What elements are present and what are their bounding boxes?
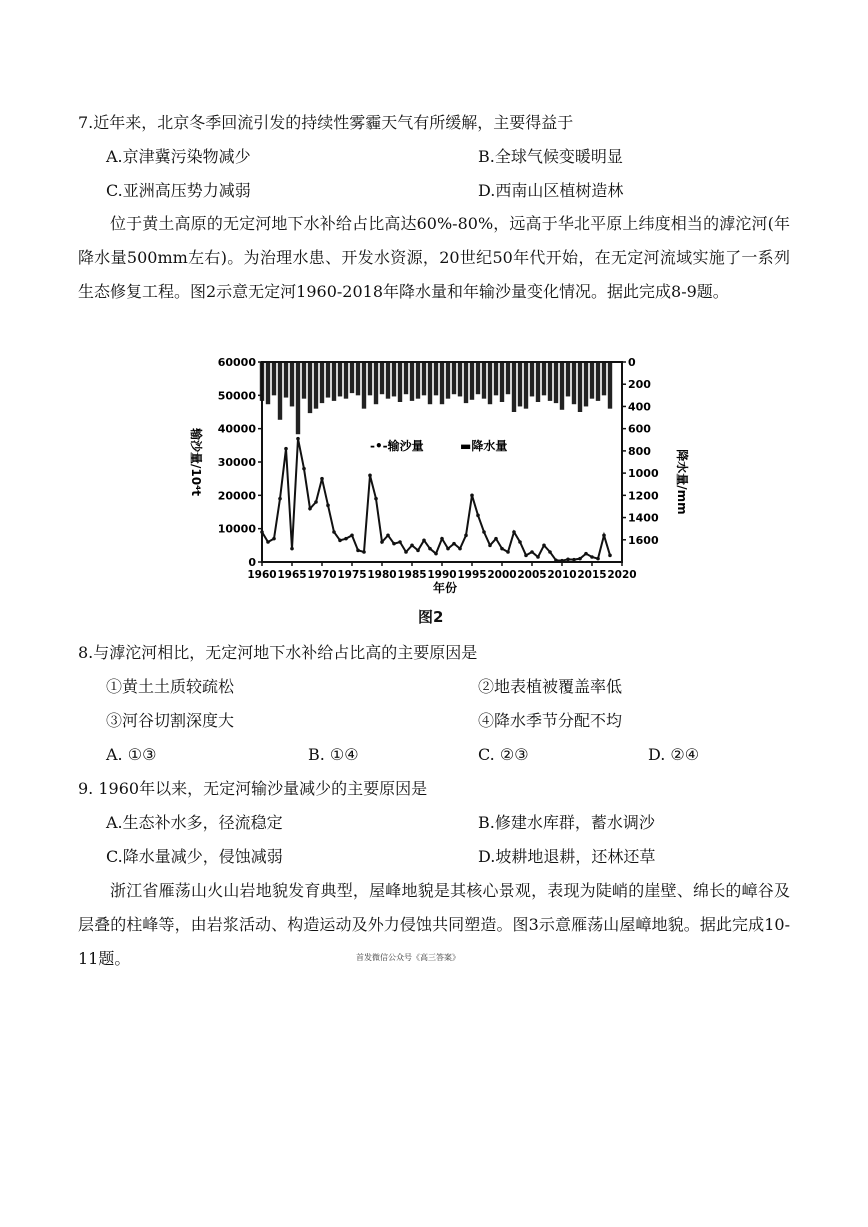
- sediment-point: [572, 558, 576, 562]
- chart-x-label: 年份: [432, 581, 458, 595]
- precip-bar: [314, 362, 318, 409]
- precip-bar: [344, 362, 348, 399]
- sediment-point: [416, 549, 420, 553]
- precip-bar: [578, 362, 582, 412]
- passage-wudinghe: 位于黄土高原的无定河地下水补给占比高达60%-80%，远高于华北平原上纬度相当的滹沱河(年降水量500mm左右)。为治理水患、开发水资源，20世纪50年代开始，在无定河流域实施了一系列生态修复工程。图2示意无定河1960-2018年降水量和年输沙量变化情况。据此完成8-9题。: [78, 214, 790, 301]
- q9-option-c: C.降水量减少，侵蚀减弱: [106, 847, 283, 866]
- y-right-tick-label: 0: [628, 356, 636, 369]
- figure-2-chart: [189, 352, 689, 602]
- precip-bar: [530, 362, 534, 396]
- sediment-point: [272, 537, 276, 541]
- q9-option-b: B.修建水库群，蓄水调沙: [478, 813, 655, 832]
- precip-bar: [452, 362, 456, 394]
- precip-bar: [308, 362, 312, 413]
- precip-bar: [434, 362, 438, 395]
- y-right-tick-label: 400: [628, 400, 651, 414]
- q7-option-d: D.西南山区植树造林: [478, 181, 624, 200]
- precip-bar: [536, 362, 540, 402]
- sediment-point: [482, 530, 486, 534]
- q8-option-a: A. ①③: [106, 745, 157, 764]
- sediment-point: [440, 537, 444, 541]
- x-tick-label: 1980: [367, 569, 397, 581]
- sediment-point: [296, 437, 300, 441]
- y-right-tick-label: 1000: [628, 467, 659, 481]
- sediment-point: [596, 557, 600, 561]
- sediment-point: [536, 555, 540, 559]
- sediment-point: [494, 537, 498, 541]
- sediment-point: [476, 514, 480, 518]
- q9-stem: 9. 1960年以来，无定河输沙量减少的主要原因是: [78, 779, 428, 798]
- precip-bar: [386, 362, 390, 399]
- precip-bar: [332, 362, 336, 401]
- precip-bar: [602, 362, 606, 395]
- sediment-point: [308, 507, 312, 511]
- precip-bar: [278, 362, 282, 420]
- sediment-point: [374, 497, 378, 501]
- q9-option-a: A.生态补水多，径流稳定: [106, 813, 283, 832]
- q8-item-4: ④降水季节分配不均: [478, 711, 623, 730]
- sediment-point: [344, 537, 348, 541]
- precip-bar: [326, 362, 330, 398]
- precip-bar: [464, 362, 468, 403]
- sediment-point: [338, 539, 342, 543]
- x-tick-label: 2020: [607, 569, 637, 581]
- figure-2-caption: 图2: [418, 608, 444, 626]
- sediment-point: [290, 547, 294, 551]
- sediment-point: [386, 534, 390, 538]
- y-left-tick-label: 10000: [217, 522, 256, 536]
- passage-yandangshan: 浙江省雁荡山火山岩地貌发育典型，屋峰地貌是其核心景观，表现为陡峭的崖壁、绵长的嶂谷及层叠的柱峰等，由岩浆活动、构造运动及外力侵蚀共同塑造。图3示意雁荡山屋嶂地貌。据此完成10-11题。: [78, 881, 790, 968]
- precip-bar: [290, 362, 294, 406]
- sediment-point: [350, 534, 354, 538]
- precip-bar: [506, 362, 510, 394]
- precip-bar: [470, 362, 474, 400]
- precip-bar: [458, 362, 462, 396]
- precip-bar: [524, 362, 528, 409]
- sediment-point: [566, 558, 570, 562]
- chart-legend-precip: ▬降水量: [460, 439, 508, 453]
- x-tick-label: 1970: [307, 569, 337, 581]
- x-tick-label: 1985: [397, 569, 427, 581]
- sediment-point: [458, 547, 462, 551]
- sediment-point: [578, 557, 582, 561]
- q7-stem: 7.近年来，北京冬季回流引发的持续性雾霾天气有所缓解，主要得益于: [78, 113, 574, 132]
- y-left-tick-label: 50000: [217, 389, 256, 403]
- sediment-point: [608, 554, 612, 558]
- sediment-point: [542, 544, 546, 548]
- sediment-point: [530, 550, 534, 554]
- precip-bar: [440, 362, 444, 404]
- sediment-point: [398, 540, 402, 544]
- sediment-point: [410, 544, 414, 548]
- x-tick-label: 2015: [577, 569, 607, 581]
- q8-stem: 8.与滹沱河相比，无定河地下水补给占比高的主要原因是: [78, 643, 478, 662]
- sediment-point: [380, 540, 384, 544]
- q8-item-3: ③河谷切割深度大: [106, 711, 235, 730]
- precip-bar: [296, 362, 300, 434]
- precip-bar: [512, 362, 516, 412]
- precip-bar: [398, 362, 402, 402]
- sediment-point: [602, 534, 606, 538]
- sediment-point: [332, 530, 336, 534]
- sediment-point: [422, 539, 426, 543]
- sediment-point: [548, 550, 552, 554]
- sediment-point: [464, 534, 468, 538]
- x-tick-label: 1975: [337, 569, 367, 581]
- sediment-point: [560, 559, 564, 563]
- precip-bar: [266, 362, 270, 404]
- y-right-tick-label: 1200: [628, 489, 659, 503]
- y-left-tick-label: 60000: [217, 356, 256, 369]
- x-tick-label: 2000: [487, 569, 517, 581]
- sediment-point: [446, 547, 450, 551]
- sediment-point: [404, 550, 408, 554]
- precip-bar: [584, 362, 588, 406]
- sediment-point: [470, 494, 474, 498]
- precip-bar: [476, 362, 480, 394]
- precip-bar: [566, 362, 570, 396]
- q7-option-c: C.亚洲高压势力减弱: [106, 181, 251, 200]
- precip-bar: [596, 362, 600, 401]
- precip-bar: [494, 362, 498, 395]
- sediment-line: [262, 439, 610, 561]
- sediment-point: [452, 542, 456, 546]
- precip-bar: [542, 362, 546, 395]
- sediment-point: [488, 544, 492, 548]
- sediment-point: [590, 555, 594, 559]
- chart-y-right-label: 降水量/mm: [675, 449, 689, 515]
- q9-option-d: D.坡耕地退耕，还林还草: [478, 847, 656, 866]
- q8-item-2: ②地表植被覆盖率低: [478, 677, 623, 696]
- sediment-point: [428, 547, 432, 551]
- precip-bar: [482, 362, 486, 399]
- x-tick-label: 1960: [247, 569, 277, 581]
- precip-bar: [488, 362, 492, 404]
- sediment-point: [314, 500, 318, 504]
- x-tick-label: 2010: [547, 569, 577, 581]
- sediment-point: [278, 497, 282, 501]
- sediment-point: [584, 552, 588, 556]
- q8-item-1: ①黄土土质较疏松: [106, 677, 235, 696]
- precip-bar: [560, 362, 564, 410]
- chart-y-left-label: 输沙量/10⁴t: [189, 427, 203, 497]
- y-right-tick-label: 800: [628, 444, 651, 458]
- y-left-tick-label: 20000: [217, 489, 256, 503]
- precip-bar: [410, 362, 414, 401]
- x-tick-label: 2005: [517, 569, 547, 581]
- sediment-point: [326, 504, 330, 508]
- sediment-point: [284, 447, 288, 451]
- precip-bar: [404, 362, 408, 394]
- precip-bar: [350, 362, 354, 393]
- precip-bar: [416, 362, 420, 399]
- y-right-tick-label: 1600: [628, 533, 659, 547]
- precip-bar: [518, 362, 522, 406]
- precip-bar: [272, 362, 276, 395]
- sediment-point: [260, 530, 264, 534]
- q7-option-a: A.京津冀污染物减少: [106, 147, 251, 166]
- sediment-point: [392, 542, 396, 546]
- precip-bar: [608, 362, 612, 409]
- y-left-tick-label: 30000: [217, 456, 256, 469]
- sediment-point: [512, 530, 516, 534]
- precip-bar: [428, 362, 432, 404]
- x-tick-label: 1990: [427, 569, 457, 581]
- sediment-point: [362, 550, 366, 554]
- y-left-tick-label: 0: [248, 556, 256, 569]
- q7-option-b: B.全球气候变暖明显: [478, 147, 623, 166]
- precip-bar: [368, 362, 372, 395]
- y-left-tick-label: 40000: [217, 422, 256, 436]
- precip-bar: [362, 362, 366, 409]
- precip-bar: [380, 362, 384, 394]
- q8-option-c: C. ②③: [478, 745, 529, 764]
- sediment-point: [500, 547, 504, 551]
- x-tick-label: 1965: [277, 569, 307, 581]
- precip-bar: [356, 362, 360, 395]
- precip-bar: [302, 362, 306, 399]
- q8-option-d: D. ②④: [648, 745, 700, 764]
- y-right-tick-label: 1400: [628, 511, 659, 525]
- sediment-point: [368, 474, 372, 478]
- x-tick-label: 1995: [457, 569, 487, 581]
- precip-bar: [500, 362, 504, 402]
- chart-legend-sediment: -•-输沙量: [370, 439, 424, 453]
- precip-bar: [590, 362, 594, 399]
- precip-bar: [320, 362, 324, 403]
- precip-bar: [572, 362, 576, 404]
- watermark-text: 首发微信公众号《高三答案》: [356, 953, 460, 962]
- precip-bar: [446, 362, 450, 399]
- sediment-point: [320, 477, 324, 481]
- precip-bar: [554, 362, 558, 403]
- q8-option-b: B. ①④: [308, 745, 359, 764]
- sediment-point: [356, 549, 360, 553]
- precip-bar: [548, 362, 552, 401]
- precip-bar: [374, 362, 378, 404]
- precip-bar: [422, 362, 426, 395]
- sediment-point: [266, 540, 270, 544]
- y-right-tick-label: 200: [628, 378, 651, 392]
- precip-bar: [338, 362, 342, 396]
- sediment-point: [506, 550, 510, 554]
- sediment-point: [302, 467, 306, 471]
- y-right-tick-label: 600: [628, 422, 651, 436]
- sediment-point: [434, 552, 438, 556]
- precip-bar: [284, 362, 288, 398]
- sediment-point: [554, 559, 558, 563]
- sediment-point: [524, 554, 528, 558]
- precip-bar: [392, 362, 396, 396]
- sediment-point: [518, 540, 522, 544]
